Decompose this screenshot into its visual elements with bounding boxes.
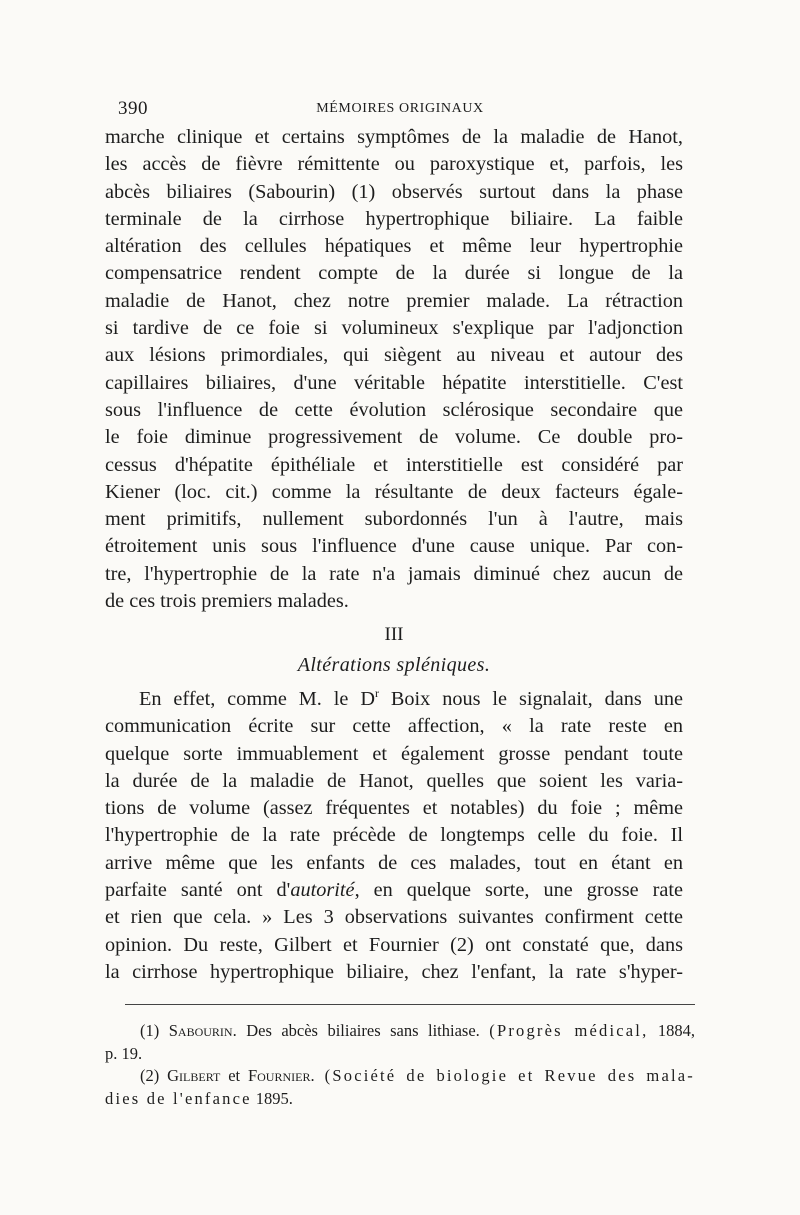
text-line: compensatrice rendent compte de la durée si longue de la (105, 262, 683, 285)
journal-name: (Société de biologie et Revue des mala- (314, 1066, 695, 1086)
footnotes (105, 1020, 695, 1110)
text-line: quelque sorte immuablement et également grosse pendant toute (105, 742, 683, 765)
text-line: abcès biliaires (Sabourin) (1) observés surtout dans la phase (105, 180, 683, 203)
paragraph-1 (105, 124, 683, 615)
text-line: la durée de la maladie de Hanot, quelles que soient les varia- (105, 769, 683, 792)
footnote-author: Gilbert (167, 1066, 221, 1086)
footnote-2-cont: dies de l'enfance 1895. (105, 1088, 293, 1108)
text-line: tions de volume (assez fréquentes et notables) du foie ; même (105, 797, 683, 820)
journal-name: dies de l'enfance (105, 1088, 252, 1108)
text-line: En effet, comme M. le $D^r$ Boix nous le signalait, dans une (139, 686, 684, 710)
text-line: sous l'influence de cette évolution sclérosique secondaire que (105, 398, 683, 421)
running-title: MÉMOIRES ORIGINAUX (316, 101, 484, 116)
page-header (100, 98, 700, 122)
journal-name: (Progrès médical, (489, 1021, 649, 1040)
text-line: communication écrite sur cette affection, « la rate reste en (105, 715, 683, 738)
footnote-2: (2) Gilbert et Fournier. (Société de biologie et Revue des mala- (140, 1066, 695, 1086)
text-line: aux lésions primordiales, qui siègent au niveau et autour des (105, 344, 683, 367)
text-line: cessus d'hépatite épithéliale et interstitielle est considéré par (105, 453, 683, 476)
text-line: la cirrhose hypertrophique biliaire, chez l'enfant, la rate s'hyper- (105, 960, 683, 983)
text-line: marche clinique et certains symptômes de la maladie de Hanot, (105, 126, 683, 148)
text-line: terminale de la cirrhose hypertrophique biliaire. La faible (105, 207, 683, 230)
text-line: capillaires biliaires, d'une véritable hépatite interstitielle. C'est (105, 371, 683, 394)
text-line: parfaite santé ont d'autorité, en quelque sorte, une grosse rate (105, 879, 683, 902)
paragraph-2 (105, 686, 683, 986)
footnote-author: Fournier. (247, 1066, 315, 1086)
superscript: r (374, 686, 379, 701)
text-line: de ces trois premiers malades. (105, 590, 349, 613)
footnote-1: (1) Sabourin. Des abcès biliaires sans lithiase. (Progrès médical, 1884, (140, 1021, 696, 1040)
footnote-author: Sabourin. (168, 1021, 237, 1040)
section-title: Altérations spléniques. (297, 654, 491, 676)
text-line: l'hypertrophie de la rate précède de longtemps celle du foie. Il (105, 824, 683, 847)
text-line: le foie diminue progressivement de volume. Ce double pro- (105, 426, 683, 449)
italic-word: autorité (290, 879, 355, 902)
text-line: les accès de fièvre rémittente ou paroxystique et, parfois, les (105, 153, 683, 176)
footnote-1-cont: p. 19. (105, 1043, 143, 1063)
text-line: Kiener (loc. cit.) comme la résultante de deux facteurs égale- (105, 480, 683, 503)
text-line: maladie de Hanot, chez notre premier malade. La rétraction (105, 289, 683, 312)
text-line: arrive même que les enfants de ces malades, tout en étant en (105, 851, 683, 874)
text-line: étroitement unis sous l'influence d'une cause unique. Par con- (105, 535, 683, 558)
text-line: opinion. Du reste, Gilbert et Fournier (2) ont constaté que, dans (105, 933, 683, 956)
footnote-divider (125, 1004, 695, 1005)
text-line: tre, l'hypertrophie de la rate n'a jamais diminué chez aucun de (105, 562, 683, 585)
text-line: ment primitifs, nullement subordonnés l'un à l'autre, mais (105, 508, 683, 531)
text-line: si tardive de ce foie si volumineux s'explique par l'adjonction (105, 317, 683, 340)
section-number: III (384, 624, 404, 645)
text-line: et rien que cela. » Les 3 observations suivantes confirment cette (105, 906, 683, 929)
page-number: 390 (118, 98, 148, 119)
text-line: altération des cellules hépatiques et même leur hypertrophie (105, 235, 683, 258)
